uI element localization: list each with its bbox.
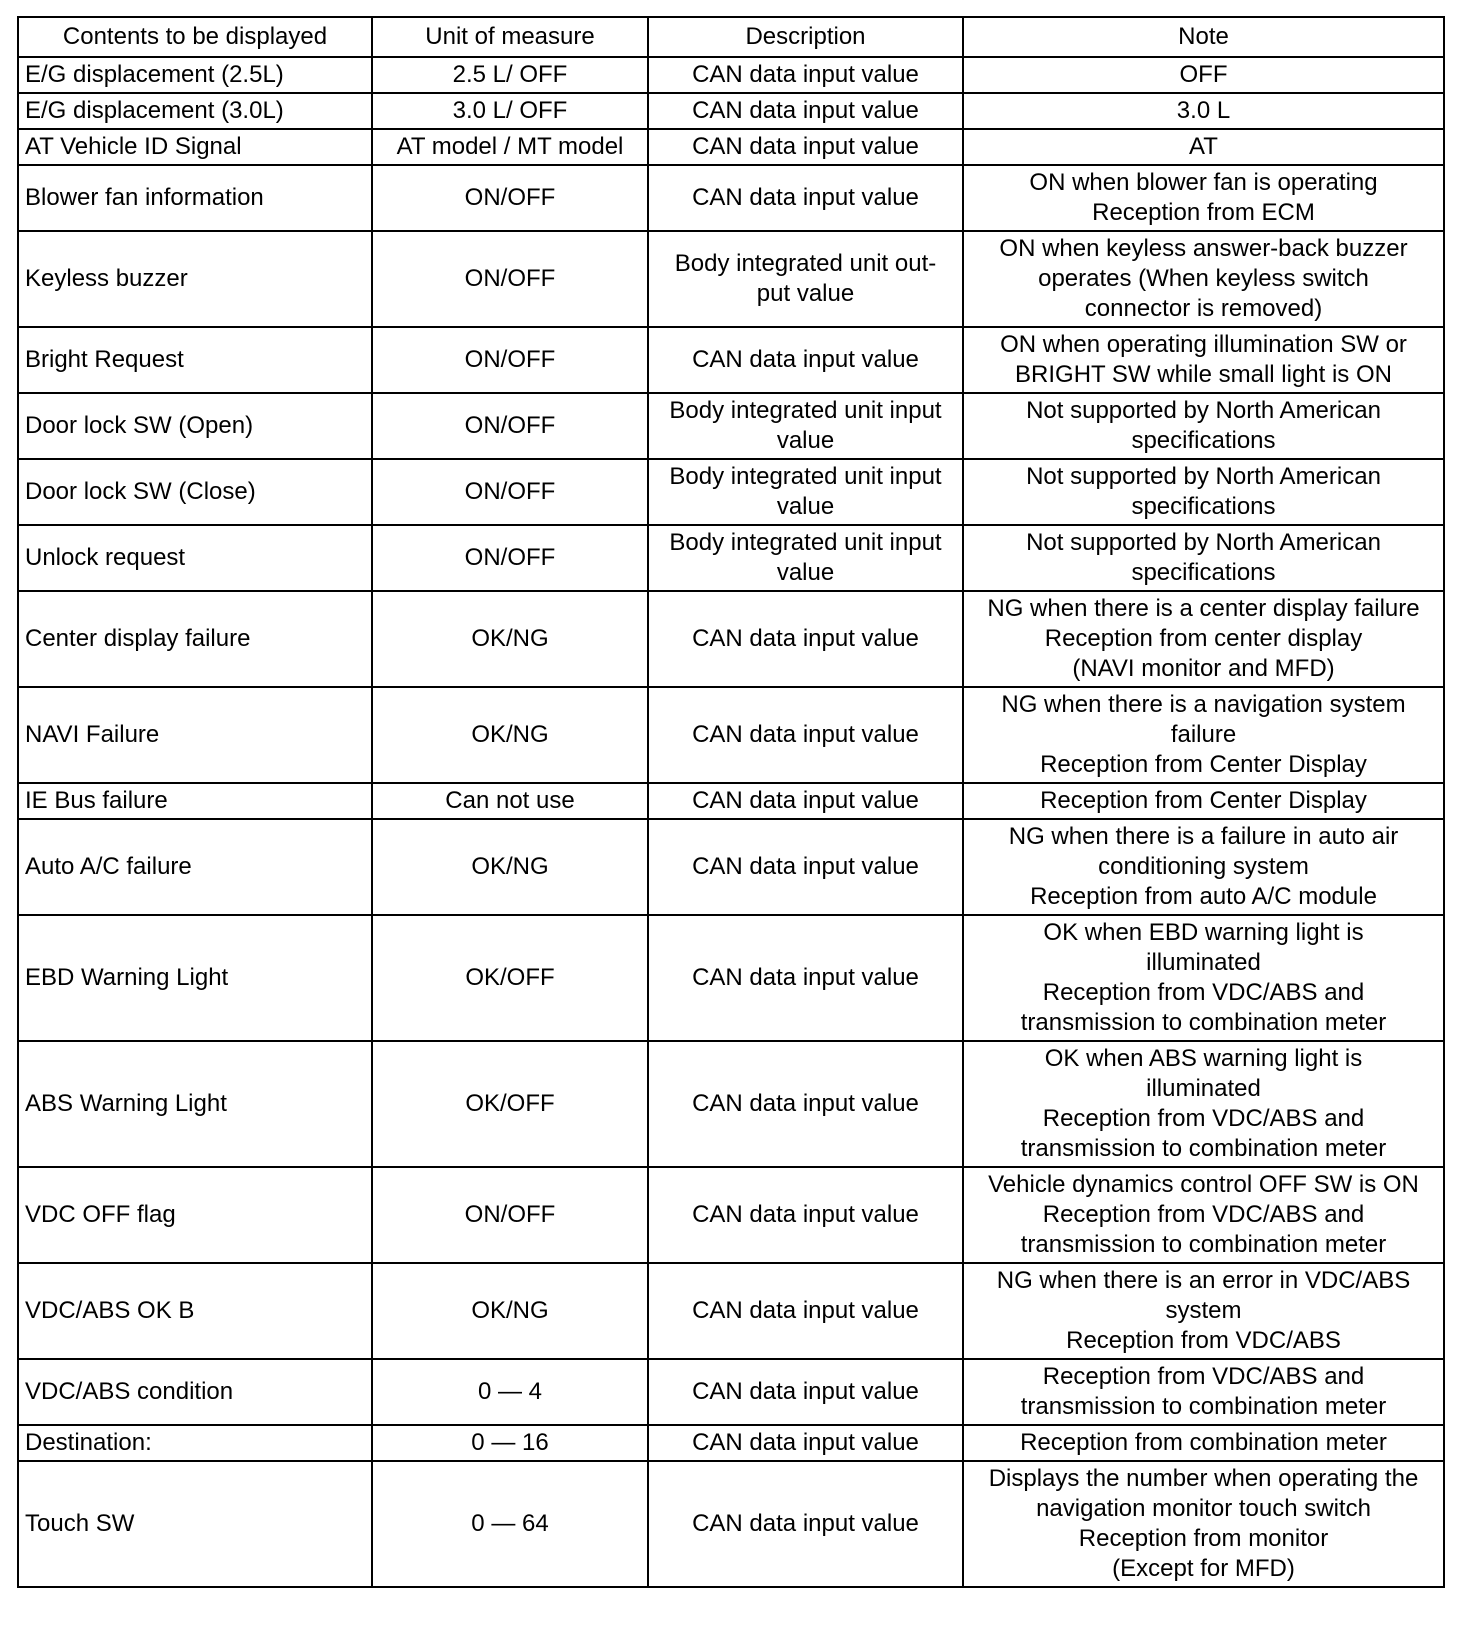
note-line: operates (When keyless switch [1038,265,1369,292]
cell-contents: Blower fan information [18,165,372,231]
description-line: Body integrated unit input [669,463,942,490]
description-line: Body integrated unit input [669,529,942,556]
note-line: Reception from monitor [1078,1525,1329,1552]
table-row [18,1041,1444,1167]
cell-note [963,93,1444,129]
cell-contents: Unlock request [18,525,372,591]
table-row [18,1461,1444,1587]
cell-note [963,165,1444,231]
cell-unit: 0 — 64 [372,1461,648,1587]
cell-contents: Door lock SW (Open) [18,393,372,459]
description-line: CAN data input value [692,625,919,652]
cell-note [963,327,1444,393]
note-line: Reception from VDC/ABS and [1042,1201,1365,1228]
cell-contents: VDC OFF flag [18,1167,372,1263]
cell-unit: ON/OFF [372,525,648,591]
cell-note [963,591,1444,687]
table-row [18,1167,1444,1263]
table-row [18,129,1444,165]
cell-note [963,1359,1444,1425]
description-line: CAN data input value [692,964,919,991]
cell-contents: Auto A/C failure [18,819,372,915]
cell-unit: 2.5 L/ OFF [372,57,648,93]
description-line: CAN data input value [692,346,919,373]
cell-contents: NAVI Failure [18,687,372,783]
data-monitor-table [17,16,1445,1588]
cell-note [963,231,1444,327]
description-line: CAN data input value [692,787,919,814]
note-line: illuminated [1146,949,1261,976]
description-line: CAN data input value [692,1510,919,1537]
cell-note [963,1461,1444,1587]
cell-description [648,1263,963,1359]
cell-contents: ABS Warning Light [18,1041,372,1167]
cell-note [963,1263,1444,1359]
note-line: transmission to combination meter [1020,1135,1387,1162]
cell-note [963,687,1444,783]
cell-unit: OK/NG [372,687,648,783]
note-line: NG when there is an error in VDC/ABS [996,1267,1411,1294]
cell-unit: OK/NG [372,1263,648,1359]
note-line: NG when there is a failure in auto air [1008,823,1399,850]
cell-unit: Can not use [372,783,648,819]
note-line: transmission to combination meter [1020,1231,1387,1258]
note-line: Reception from VDC/ABS and [1042,979,1365,1006]
table-row [18,231,1444,327]
note-line: BRIGHT SW while small light is ON [1015,361,1392,388]
cell-unit: ON/OFF [372,459,648,525]
cell-contents: E/G displacement (2.5L) [18,57,372,93]
cell-unit: AT model / MT model [372,129,648,165]
cell-unit: OK/OFF [372,915,648,1041]
table-row [18,1425,1444,1461]
note-line: (NAVI monitor and MFD) [1072,655,1335,682]
cell-contents: EBD Warning Light [18,915,372,1041]
note-line: ON when blower fan is operating [1029,169,1378,196]
note-line: Reception from VDC/ABS and [1042,1105,1365,1132]
cell-contents: IE Bus failure [18,783,372,819]
cell-description [648,393,963,459]
description-line: CAN data input value [692,1429,919,1456]
cell-note [963,1167,1444,1263]
cell-description [648,327,963,393]
cell-description [648,1461,963,1587]
description-line: Body integrated unit out- [674,250,937,277]
header-unit: Unit of measure [372,17,648,57]
cell-unit: 0 — 4 [372,1359,648,1425]
note-line: Not supported by North American [1026,397,1381,424]
note-line: Not supported by North American [1026,463,1381,490]
description-line: CAN data input value [692,1201,919,1228]
cell-contents: VDC/ABS condition [18,1359,372,1425]
note-line: Reception from auto A/C module [1030,883,1377,910]
note-line: transmission to combination meter [1020,1393,1387,1420]
cell-contents: Destination: [18,1425,372,1461]
cell-contents: VDC/ABS OK B [18,1263,372,1359]
note-line: Reception from VDC/ABS and [1042,1363,1365,1390]
note-line: NG when there is a center display failure [987,595,1420,622]
cell-contents: Bright Request [18,327,372,393]
cell-description [648,129,963,165]
cell-unit: ON/OFF [372,1167,648,1263]
note-line: ON when keyless answer-back buzzer [999,235,1408,262]
cell-unit: ON/OFF [372,327,648,393]
table-row [18,687,1444,783]
cell-description [648,231,963,327]
header-note: Note [963,17,1444,57]
note-line: OFF [1179,61,1228,88]
table-row [18,57,1444,93]
cell-description [648,1167,963,1263]
description-line: Body integrated unit input [669,397,942,424]
description-line: CAN data input value [692,1378,919,1405]
note-line: ON when operating illumination SW or [1000,331,1407,358]
cell-description [648,57,963,93]
note-line: Reception from Center Display [1040,751,1367,778]
cell-unit: ON/OFF [372,231,648,327]
description-line: CAN data input value [692,184,919,211]
table-row [18,591,1444,687]
description-line: put value [756,280,855,307]
cell-description [648,93,963,129]
note-line: OK when EBD warning light is [1043,919,1364,946]
cell-unit: ON/OFF [372,165,648,231]
note-line: Reception from center display [1044,625,1363,652]
description-line: CAN data input value [692,1090,919,1117]
table-body [18,57,1444,1587]
cell-unit: OK/NG [372,591,648,687]
table-row [18,783,1444,819]
note-line: specifications [1131,559,1276,586]
note-line: specifications [1131,493,1276,520]
note-line: (Except for MFD) [1112,1555,1295,1582]
note-line: navigation monitor touch switch [1036,1495,1371,1522]
note-line: transmission to combination meter [1020,1009,1387,1036]
description-line: CAN data input value [692,97,919,124]
table-row [18,915,1444,1041]
description-line: CAN data input value [692,133,919,160]
table-row [18,327,1444,393]
cell-description [648,591,963,687]
cell-unit: OK/NG [372,819,648,915]
cell-description [648,1359,963,1425]
cell-contents: Center display failure [18,591,372,687]
table-row [18,1263,1444,1359]
cell-unit: 0 — 16 [372,1425,648,1461]
note-line: Reception from Center Display [1040,787,1367,814]
note-line: OK when ABS warning light is [1044,1045,1363,1072]
cell-description [648,165,963,231]
cell-unit: 3.0 L/ OFF [372,93,648,129]
cell-note [963,915,1444,1041]
note-line: illuminated [1146,1075,1261,1102]
cell-note [963,783,1444,819]
note-line: Reception from combination meter [1020,1429,1387,1456]
description-line: CAN data input value [692,853,919,880]
cell-note [963,393,1444,459]
cell-note [963,525,1444,591]
note-line: failure [1170,721,1237,748]
note-line: system [1165,1297,1242,1324]
description-line: value [776,427,835,454]
cell-description [648,1041,963,1167]
cell-description [648,783,963,819]
note-line: AT [1189,133,1218,160]
cell-unit: ON/OFF [372,393,648,459]
cell-contents: Keyless buzzer [18,231,372,327]
cell-contents: Touch SW [18,1461,372,1587]
cell-unit: OK/OFF [372,1041,648,1167]
cell-note [963,57,1444,93]
table-row [18,459,1444,525]
cell-contents: Door lock SW (Close) [18,459,372,525]
table-row [18,1359,1444,1425]
table-row [18,165,1444,231]
header-row [18,17,1444,57]
description-line: CAN data input value [692,721,919,748]
header-contents: Contents to be displayed [18,17,372,57]
note-line: conditioning system [1098,853,1309,880]
note-line: 3.0 L [1176,97,1231,124]
description-line: CAN data input value [692,61,919,88]
table-row [18,393,1444,459]
cell-note [963,1041,1444,1167]
cell-description [648,819,963,915]
cell-note [963,459,1444,525]
note-line: Vehicle dynamics control OFF SW is ON [988,1171,1419,1198]
cell-description [648,915,963,1041]
note-line: Not supported by North American [1026,529,1381,556]
cell-description [648,687,963,783]
table-row [18,93,1444,129]
cell-description [648,1425,963,1461]
note-line: Reception from VDC/ABS [1066,1327,1341,1354]
description-line: CAN data input value [692,1297,919,1324]
note-line: connector is removed) [1084,295,1323,322]
header-description: Description [648,17,963,57]
note-line: NG when there is a navigation system [1001,691,1406,718]
cell-note [963,819,1444,915]
table-row [18,525,1444,591]
cell-note [963,1425,1444,1461]
cell-contents: AT Vehicle ID Signal [18,129,372,165]
description-line: value [776,493,835,520]
cell-description [648,525,963,591]
note-line: Reception from ECM [1092,199,1315,226]
table-row [18,819,1444,915]
cell-contents: E/G displacement (3.0L) [18,93,372,129]
cell-description [648,459,963,525]
note-line: Displays the number when operating the [988,1465,1419,1492]
cell-note [963,129,1444,165]
description-line: value [776,559,835,586]
note-line: specifications [1131,427,1276,454]
